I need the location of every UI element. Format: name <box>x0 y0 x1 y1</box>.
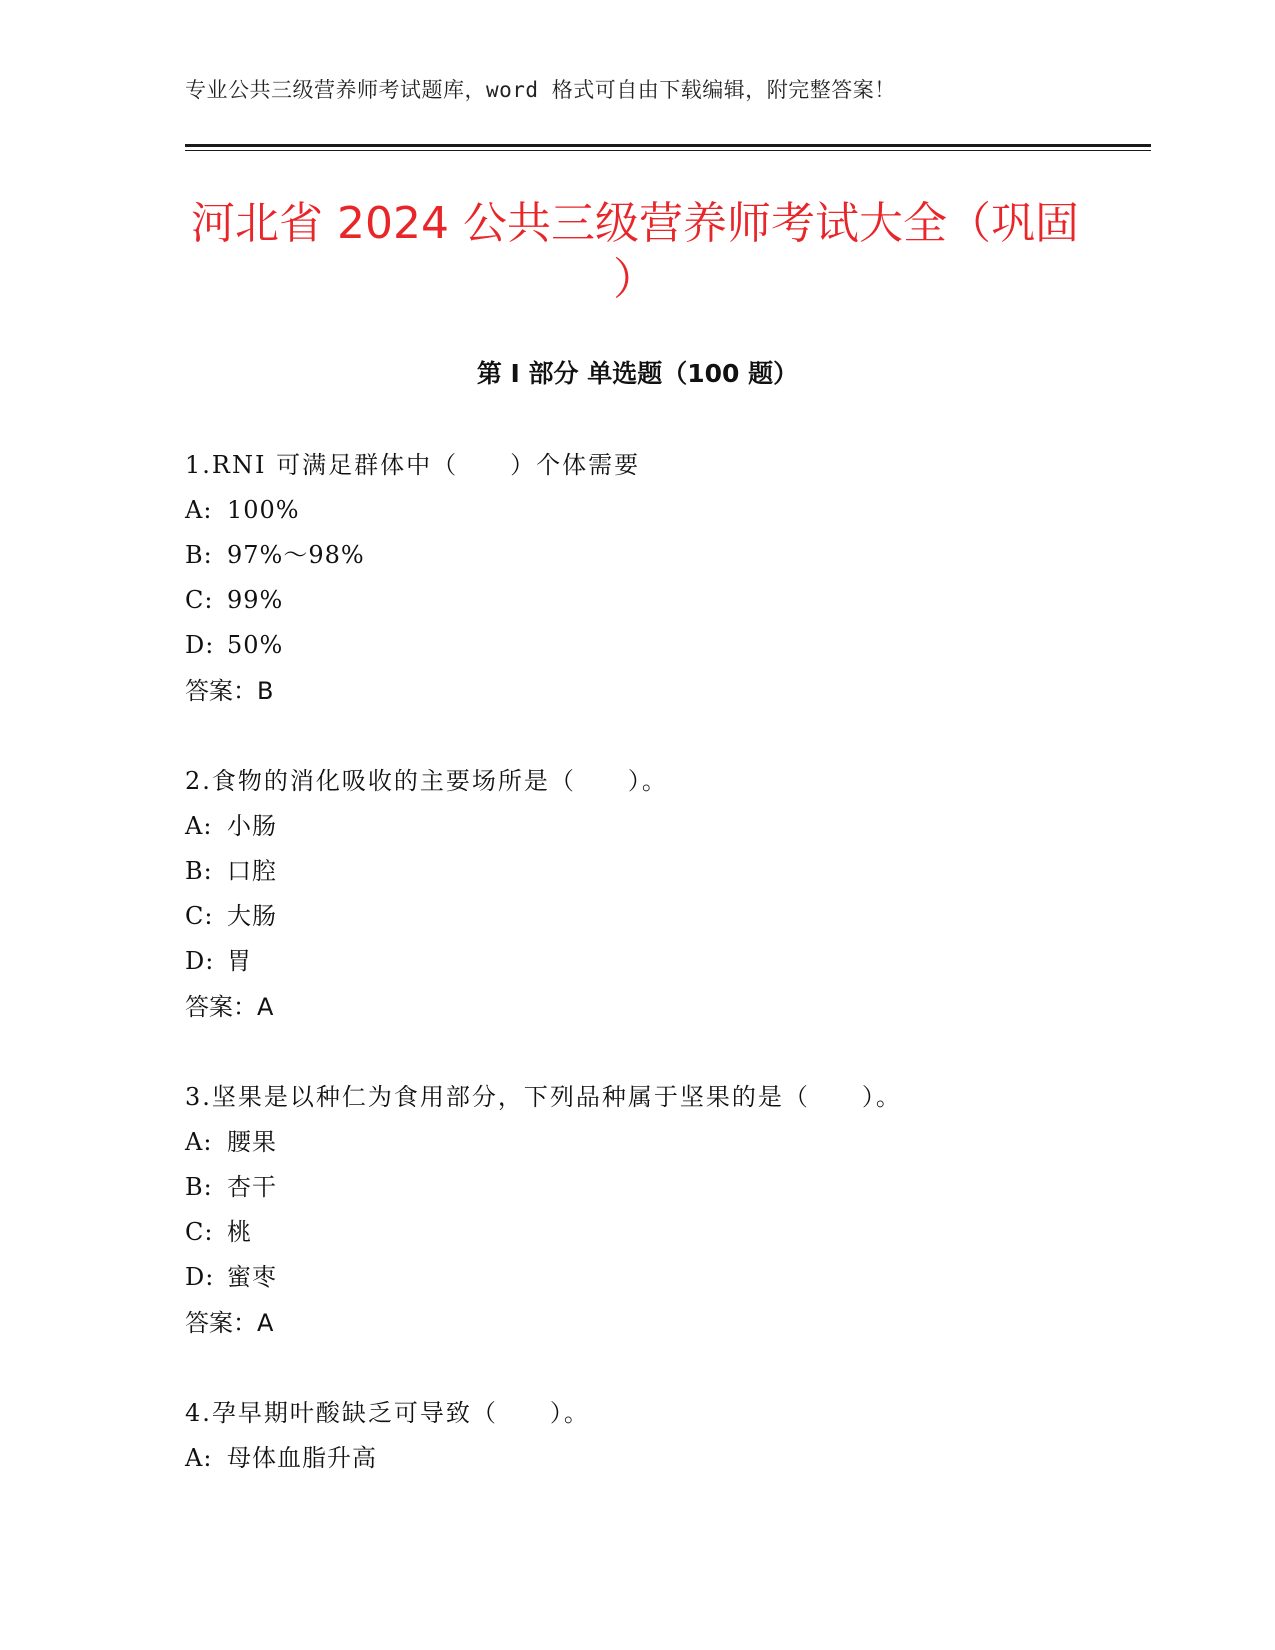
option-text: 杏干 <box>227 1173 277 1201</box>
option-text: 小肠 <box>227 812 277 840</box>
section-heading: 第 I 部分 单选题（100 题） <box>476 359 799 388</box>
option-text: 50% <box>227 631 284 659</box>
option-d <box>185 623 1151 668</box>
option-text: 口腔 <box>227 857 277 885</box>
option-letter: A: <box>185 496 213 524</box>
option-a <box>185 488 1151 533</box>
question-2 <box>185 758 1151 1030</box>
question-stem: 3.坚果是以种仁为食用部分，下列品种属于坚果的是（ ）。 <box>185 1083 902 1111</box>
question-stem: 1.RNI 可满足群体中（ ）个体需要 <box>185 451 641 479</box>
option-text: 桃 <box>227 1218 252 1246</box>
option-text: 大肠 <box>227 902 277 930</box>
option-text: 母体血脂升高 <box>227 1444 377 1472</box>
option-letter: A: <box>185 812 213 840</box>
option-letter: C: <box>185 1218 214 1246</box>
option-c <box>185 894 1151 939</box>
option-a <box>185 1436 1151 1481</box>
option-text: 腰果 <box>227 1128 277 1156</box>
option-c <box>185 578 1151 623</box>
question-3 <box>185 1074 1151 1346</box>
option-b <box>185 849 1151 894</box>
answer-line: 答案：A <box>185 993 274 1021</box>
question-stem: 2.食物的消化吸收的主要场所是（ ）。 <box>185 767 668 795</box>
option-b <box>185 1165 1151 1210</box>
document-title-line1: 河北省 2024 公共三级营养师考试大全（巩固 <box>191 198 1079 249</box>
document-title-line2: ） <box>613 254 657 305</box>
option-text: 蜜枣 <box>227 1263 277 1291</box>
answer-line: 答案：B <box>185 677 274 705</box>
option-c <box>185 1210 1151 1255</box>
option-letter: B: <box>185 541 213 569</box>
option-text: 99% <box>227 586 284 614</box>
question-stem: 4.孕早期叶酸缺乏可导致（ ）。 <box>185 1399 590 1427</box>
option-text: 100% <box>227 496 300 524</box>
option-letter: B: <box>185 1173 213 1201</box>
option-letter: B: <box>185 857 213 885</box>
header-note: 专业公共三级营养师考试题库，word 格式可自由下载编辑，附完整答案！ <box>185 78 896 102</box>
option-letter: C: <box>185 586 214 614</box>
option-text: 胃 <box>227 947 252 975</box>
option-letter: D: <box>185 947 215 975</box>
header-divider-thick <box>185 144 1151 147</box>
question-list <box>185 442 1151 1525</box>
answer-line: 答案：A <box>185 1309 274 1337</box>
document-title <box>185 196 1085 308</box>
option-b <box>185 533 1151 578</box>
question-1 <box>185 442 1151 714</box>
option-d <box>185 939 1151 984</box>
header-divider-thin <box>185 150 1151 151</box>
option-letter: D: <box>185 631 215 659</box>
option-a <box>185 804 1151 849</box>
option-letter: A: <box>185 1128 213 1156</box>
option-letter: D: <box>185 1263 215 1291</box>
question-4 <box>185 1390 1151 1481</box>
option-letter: C: <box>185 902 214 930</box>
option-d <box>185 1255 1151 1300</box>
option-a <box>185 1120 1151 1165</box>
option-text: 97%～98% <box>227 541 365 569</box>
option-letter: A: <box>185 1444 213 1472</box>
